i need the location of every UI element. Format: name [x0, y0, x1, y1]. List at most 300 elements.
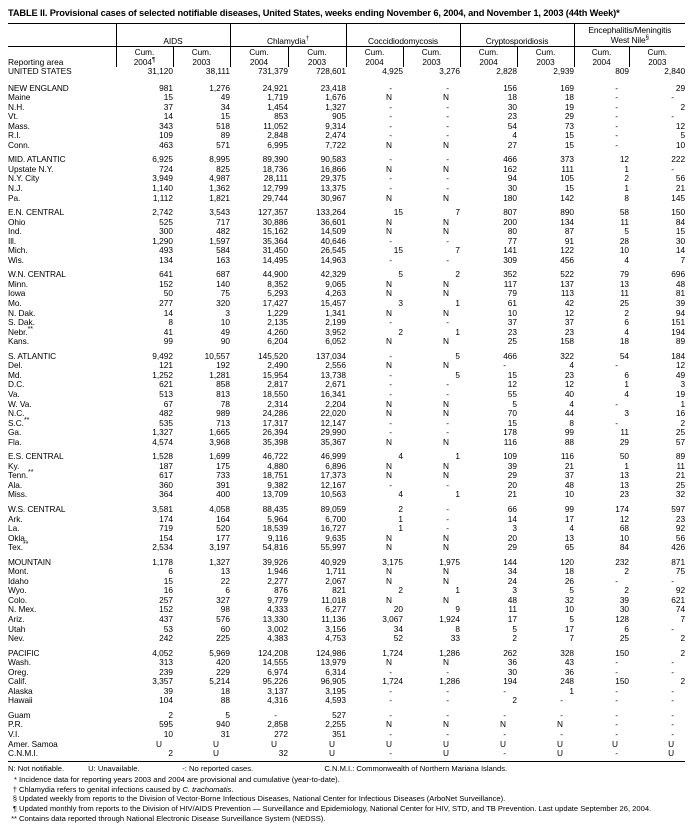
cell-aids-2004: 109 — [159, 130, 173, 141]
cell-crypto-2004: 61 — [507, 298, 518, 309]
cell-chlamydia-2004: 14,495 — [262, 254, 288, 265]
reporting-area-label: UNITED STATES — [8, 66, 72, 76]
reporting-area-label: Hawaii — [8, 695, 33, 706]
cell-crypto-2003: 65 — [564, 542, 575, 553]
cell-cocci-2003: N — [443, 460, 450, 471]
reporting-area-label: Oreg. — [8, 666, 29, 677]
cell-westnile-2004: 12 — [619, 154, 630, 165]
cell-crypto-2003: 456 — [560, 254, 575, 265]
cell-cocci-2004: 2 — [398, 503, 404, 514]
cell-westnile-2004: U — [612, 738, 619, 749]
cell-chlamydia-2003: 1,327 — [325, 101, 347, 112]
spacer-cell — [8, 77, 685, 84]
table-row — [8, 227, 685, 237]
cell-aids-2004: 239 — [159, 666, 173, 677]
reporting-area-label: Colo. — [8, 594, 28, 605]
cell-chlamydia-2003: 4,753 — [325, 633, 347, 644]
cell-chlamydia-2004: 29,744 — [262, 192, 288, 203]
cell-cocci-2004: - — [389, 82, 393, 93]
cell-crypto-2003: 10 — [564, 604, 575, 615]
cell-chlamydia-2004: 89,390 — [262, 154, 288, 165]
cell-cocci-2004: N — [386, 532, 393, 543]
cell-chlamydia-2004: 18,751 — [262, 470, 288, 481]
reporting-area-label: S.C.** — [8, 416, 30, 428]
cell-crypto-2004: 15 — [507, 369, 518, 380]
table-row — [8, 103, 685, 113]
cell-chlamydia-2003: 90,583 — [320, 154, 347, 165]
cell-crypto-2003: 88 — [564, 436, 575, 447]
cell-westnile-2003: 426 — [671, 542, 686, 553]
cell-chlamydia-2003: 16,341 — [320, 388, 347, 399]
reporting-area-label: Pa. — [8, 192, 21, 203]
cell-cocci-2003: N — [443, 92, 450, 103]
cell-crypto-2004: 262 — [503, 647, 518, 658]
cell-crypto-2003: 10 — [564, 489, 575, 500]
cell-westnile-2003: 2 — [680, 647, 686, 658]
table-row — [8, 438, 685, 448]
cell-cocci-2004: 15 — [393, 245, 404, 256]
cell-crypto-2003: 2,939 — [553, 66, 575, 76]
cell-chlamydia-2003: 4,263 — [325, 288, 347, 299]
cell-crypto-2004: 66 — [507, 503, 518, 514]
cell-cocci-2004: - — [389, 183, 393, 194]
cell-chlamydia-2003: 40,646 — [320, 235, 347, 246]
cell-crypto-2003: 142 — [560, 192, 575, 203]
cell-cocci-2004: 15 — [393, 207, 404, 218]
cell-aids-2003: 3,197 — [209, 542, 230, 553]
cell-chlamydia-2003: 13,738 — [320, 369, 347, 380]
cell-cocci-2004: 1 — [398, 513, 404, 524]
cell-aids-2003: 400 — [216, 489, 230, 500]
cell-westnile-2003: 597 — [671, 503, 686, 514]
table-row — [8, 615, 685, 625]
cell-chlamydia-2004: 124,208 — [258, 647, 288, 658]
cell-crypto-2003: 8 — [569, 417, 575, 428]
header-disease-chlamydia: Chlamydia† — [230, 23, 346, 46]
cell-aids-2003: 90 — [220, 336, 230, 347]
table-row — [8, 184, 685, 194]
table-row — [8, 328, 685, 338]
table-row — [8, 687, 685, 697]
cell-westnile-2003: 194 — [671, 326, 686, 337]
cell-westnile-2003: 48 — [675, 278, 686, 289]
table-row — [8, 165, 685, 175]
cell-crypto-2004: 12 — [507, 379, 518, 390]
cell-westnile-2003: 621 — [671, 594, 686, 605]
table-row-total — [8, 67, 685, 77]
cell-cocci-2004: - — [389, 254, 393, 265]
table-row-territory — [8, 740, 685, 750]
cell-chlamydia-2003: 9,314 — [325, 120, 347, 131]
cell-chlamydia-2003: 9,635 — [325, 532, 347, 543]
cell-cocci-2004: - — [389, 173, 393, 184]
table-row-region — [8, 270, 685, 280]
cell-cocci-2004: N — [386, 226, 393, 237]
cell-chlamydia-2004: 95,226 — [262, 676, 288, 687]
cell-westnile-2004: 128 — [615, 613, 630, 624]
cell-chlamydia-2004: 8,352 — [267, 278, 288, 289]
footnote-item-text: Contains data reported through National Electronic Disease Surveillance System (NEDSS). — [19, 813, 326, 823]
cell-chlamydia-2004: 17,427 — [262, 298, 288, 309]
cell-chlamydia-2003: 9,065 — [325, 278, 347, 289]
reporting-area-label: N.Y. City — [8, 173, 40, 184]
cell-chlamydia-2003: 3,195 — [325, 685, 347, 696]
header-blank-cell — [8, 23, 116, 46]
cell-westnile-2004: 8 — [624, 192, 630, 203]
cell-chlamydia-2004: 5,964 — [267, 513, 288, 524]
cell-westnile-2003: 89 — [675, 451, 686, 462]
cell-chlamydia-2003: 13,375 — [320, 183, 347, 194]
cell-aids-2004: 1,290 — [152, 235, 173, 246]
cell-cocci-2003: 1,975 — [439, 556, 461, 567]
cell-westnile-2004: - — [615, 575, 619, 586]
cell-chlamydia-2004: 54,816 — [262, 542, 288, 553]
cell-chlamydia-2003: 905 — [332, 111, 347, 122]
cell-crypto-2004: 23 — [507, 326, 518, 337]
cell-aids-2003: 229 — [216, 666, 230, 677]
cell-aids-2004: 15 — [163, 92, 173, 103]
cell-crypto-2004: 156 — [503, 82, 518, 93]
cell-aids-2003: 813 — [216, 388, 230, 399]
cell-aids-2004: 4,574 — [152, 436, 173, 447]
cell-aids-2003: 3 — [225, 307, 230, 318]
cell-westnile-2003: 56 — [675, 173, 686, 184]
table-row — [8, 419, 685, 429]
cell-aids-2003: U — [213, 738, 219, 749]
cell-cocci-2003: 1 — [455, 585, 461, 596]
footnote-marker-pilcrow: ¶ — [151, 55, 156, 63]
reporting-area-label: N. Dak. — [8, 307, 36, 318]
cell-cocci-2003: - — [446, 173, 450, 184]
cell-crypto-2004: 25 — [507, 336, 518, 347]
cell-cocci-2004: 2 — [398, 326, 404, 337]
cell-crypto-2003: - — [560, 709, 564, 720]
cell-chlamydia-2003: 4,593 — [325, 695, 347, 706]
cell-aids-2004: 3,581 — [152, 503, 173, 514]
cell-crypto-2004: 2,828 — [496, 66, 518, 76]
cell-crypto-2004: U — [500, 738, 507, 749]
cell-chlamydia-2004: 17,317 — [262, 417, 288, 428]
cell-crypto-2004: 77 — [507, 235, 518, 246]
cell-crypto-2004: 3 — [512, 523, 518, 534]
cell-crypto-2004: - — [503, 709, 507, 720]
table-row-region — [8, 208, 685, 218]
cell-cocci-2003: - — [446, 111, 450, 122]
cell-chlamydia-2004: 18,539 — [262, 523, 288, 534]
reporting-area-label: D.C. — [8, 379, 25, 390]
table-row — [8, 471, 685, 481]
footnote-item — [8, 775, 685, 784]
cell-chlamydia-2004: 1,946 — [267, 566, 288, 577]
cell-crypto-2003: 73 — [564, 120, 575, 131]
reporting-area-label: La. — [8, 523, 20, 534]
cell-cocci-2004: 1 — [398, 523, 404, 534]
cell-crypto-2004: 48 — [507, 594, 518, 605]
cell-westnile-2004: - — [615, 719, 619, 730]
cell-westnile-2003: 21 — [675, 470, 686, 481]
cell-crypto-2003: 23 — [564, 326, 575, 337]
cell-westnile-2003: 3 — [680, 379, 686, 390]
footnote-item — [8, 794, 685, 803]
cell-cocci-2004: N — [386, 408, 393, 419]
reporting-area-label: Ill. — [8, 235, 17, 246]
cell-chlamydia-2003: 29,375 — [320, 173, 347, 184]
reporting-area-label: E.S. CENTRAL — [8, 451, 64, 462]
cell-cocci-2003: N — [443, 336, 450, 347]
reporting-area-label: Ga. — [8, 427, 22, 438]
cell-chlamydia-2003: 11,136 — [321, 613, 347, 624]
cell-cocci-2003: 9 — [455, 604, 461, 615]
cell-westnile-2004: - — [615, 709, 619, 720]
table-row-territory — [8, 749, 685, 759]
cell-westnile-2003: 29 — [675, 82, 686, 93]
reporting-area-label: Wyo. — [8, 585, 27, 596]
cell-cocci-2004: 20 — [393, 604, 404, 615]
cell-chlamydia-2004: 28,111 — [263, 173, 288, 184]
table-row — [8, 280, 685, 290]
cell-westnile-2003: 84 — [675, 216, 686, 227]
cell-crypto-2004: 5 — [512, 623, 518, 634]
cell-westnile-2004: 30 — [619, 604, 630, 615]
cell-chlamydia-2003: 2,474 — [325, 130, 347, 141]
cell-cocci-2004: - — [389, 369, 393, 380]
cell-cocci-2004: - — [389, 101, 393, 112]
table-row — [8, 605, 685, 615]
table-row — [8, 93, 685, 103]
cell-westnile-2004: 232 — [615, 556, 630, 567]
cell-aids-2003: 327 — [216, 594, 230, 605]
cell-aids-2004: 364 — [159, 489, 173, 500]
cell-westnile-2003: - — [671, 163, 675, 174]
reporting-area-label: Ky. — [8, 460, 20, 471]
cell-chlamydia-2003: 124,986 — [316, 647, 347, 658]
cell-crypto-2003: 42 — [564, 298, 575, 309]
cell-cocci-2004: N — [386, 657, 393, 668]
cell-cocci-2003: N — [443, 594, 450, 605]
cell-chlamydia-2003: 29,990 — [320, 427, 347, 438]
cell-westnile-2003: 1 — [680, 398, 686, 409]
cell-westnile-2004: - — [615, 398, 619, 409]
cell-westnile-2003: 16 — [675, 408, 686, 419]
table-row — [8, 218, 685, 228]
table-row — [8, 567, 685, 577]
cell-crypto-2004: 200 — [503, 216, 518, 227]
cell-westnile-2004: 10 — [619, 532, 630, 543]
cell-cocci-2003: 1 — [455, 489, 461, 500]
table-row — [8, 515, 685, 525]
cell-chlamydia-2003: 6,896 — [325, 460, 347, 471]
cell-crypto-2003: 116 — [560, 451, 575, 462]
cell-crypto-2003: 99 — [564, 503, 575, 514]
cell-chlamydia-2004: 32 — [278, 748, 288, 759]
cell-aids-2003: 420 — [216, 657, 230, 668]
cell-cocci-2004: N — [386, 594, 393, 605]
cell-cocci-2003: N — [443, 278, 450, 289]
cell-aids-2004: 53 — [163, 623, 173, 634]
cell-aids-2003: 60 — [220, 623, 230, 634]
cell-westnile-2004: 4 — [624, 388, 630, 399]
cell-cocci-2003: 7 — [455, 207, 461, 218]
cell-chlamydia-2003: 55,997 — [320, 542, 347, 553]
table-row-territory — [8, 730, 685, 740]
cell-chlamydia-2003: 12,147 — [320, 417, 347, 428]
header-disease-aids: AIDS — [116, 23, 230, 46]
cell-aids-2004: 724 — [159, 163, 173, 174]
cell-westnile-2004: 6 — [624, 317, 630, 328]
reporting-area-label: N.H. — [8, 101, 25, 112]
cell-crypto-2004: 807 — [503, 207, 518, 218]
cell-aids-2003: 3,543 — [209, 207, 230, 218]
cell-westnile-2004: 4 — [624, 326, 630, 337]
cell-chlamydia-2004: 24,286 — [262, 408, 288, 419]
reporting-area-label: Guam — [8, 709, 31, 720]
cell-cocci-2004: - — [389, 479, 393, 490]
reporting-area-label: Iowa — [8, 288, 26, 299]
cell-aids-2004: 31,120 — [147, 66, 173, 76]
cell-crypto-2004: - — [503, 729, 507, 739]
cell-aids-2003: 989 — [216, 408, 230, 419]
header-disease-encephalitis-west-nile: Encephalitis/Meningitis West Nile§ — [574, 23, 685, 46]
cell-aids-2004: 99 — [163, 336, 173, 347]
footnote-item-text: Incidence data for reporting years 2003 and 2004 are provisional and cumulative (year-to-date). — [19, 774, 340, 784]
cell-aids-2004: 14 — [163, 307, 173, 318]
cell-crypto-2003: 328 — [560, 647, 575, 658]
table-row-region — [8, 505, 685, 515]
cell-crypto-2004: 29 — [507, 542, 518, 553]
header-cum-westnile-2004: Cum. 2004 — [574, 46, 629, 67]
cell-cocci-2004: N — [386, 307, 393, 318]
reporting-area-label: Idaho — [8, 575, 29, 586]
cell-crypto-2003: 5 — [569, 613, 575, 624]
reporting-area-label: Utah — [8, 623, 26, 634]
cell-westnile-2004: - — [615, 657, 619, 668]
cell-crypto-2003: 12 — [564, 379, 575, 390]
cell-chlamydia-2003: 12,167 — [320, 479, 347, 490]
reporting-area-label: Fla. — [8, 436, 22, 447]
cell-crypto-2003: 26 — [564, 575, 575, 586]
cell-crypto-2003: 19 — [564, 101, 575, 112]
table-row — [8, 318, 685, 328]
cell-crypto-2004: 309 — [503, 254, 518, 265]
cell-chlamydia-2004: 35,398 — [262, 436, 288, 447]
cell-chlamydia-2004: 11,052 — [263, 120, 288, 131]
reporting-area-label: N.C. — [8, 408, 25, 419]
cell-chlamydia-2004: 30,886 — [262, 216, 288, 227]
cell-westnile-2003: 75 — [675, 566, 686, 577]
cell-crypto-2003: 21 — [564, 460, 575, 471]
cell-westnile-2004: 4 — [624, 254, 630, 265]
cell-cocci-2003: - — [446, 154, 450, 165]
table-row — [8, 677, 685, 687]
cell-cocci-2003: 1,286 — [439, 676, 461, 687]
footnote-marker-double-star: ** — [27, 325, 33, 333]
cell-aids-2004: 482 — [159, 408, 173, 419]
table-row-territory — [8, 720, 685, 730]
cell-chlamydia-2003: 821 — [332, 585, 347, 596]
cell-cocci-2003: - — [446, 254, 450, 265]
table-row — [8, 428, 685, 438]
cell-westnile-2004: - — [615, 748, 619, 759]
cell-cocci-2003: - — [446, 82, 450, 93]
cell-cocci-2004: - — [389, 709, 393, 720]
reporting-area-label: Va. — [8, 388, 20, 399]
cell-westnile-2003: 21 — [675, 183, 686, 194]
footnote-items — [8, 775, 685, 823]
cell-westnile-2004: 18 — [619, 336, 630, 347]
cell-cocci-2003: N — [443, 288, 450, 299]
cell-crypto-2004: - — [503, 685, 507, 696]
cell-chlamydia-2004: 24,921 — [262, 82, 288, 93]
cell-westnile-2004: - — [615, 101, 619, 112]
cell-cocci-2003: N — [443, 360, 450, 371]
table-body — [8, 67, 685, 759]
cell-chlamydia-2003: 1,711 — [325, 566, 347, 577]
cell-crypto-2004: 178 — [503, 427, 518, 438]
cell-aids-2004: 37 — [163, 101, 173, 112]
reporting-area-label: NEW ENGLAND — [8, 82, 69, 93]
legend-not-notifiable: N: Not notifiable. — [8, 764, 65, 774]
cell-westnile-2003: 56 — [675, 532, 686, 543]
cell-westnile-2004: 809 — [615, 66, 630, 76]
cell-crypto-2003: 7 — [569, 633, 575, 644]
cell-crypto-2004: 2 — [512, 633, 518, 644]
table-row — [8, 194, 685, 204]
table-row — [8, 246, 685, 256]
cell-crypto-2004: 2 — [512, 695, 518, 706]
cell-westnile-2003: 19 — [675, 388, 686, 399]
cell-cocci-2003: - — [446, 183, 450, 194]
cell-chlamydia-2003: 7,722 — [325, 139, 347, 150]
cell-aids-2003: 4,987 — [209, 173, 230, 184]
cell-cocci-2004: N — [386, 436, 393, 447]
cell-chlamydia-2004: 853 — [274, 111, 288, 122]
cell-aids-2003: 163 — [216, 254, 230, 265]
cell-chlamydia-2003: 133,264 — [316, 207, 347, 218]
cell-crypto-2003: 120 — [560, 556, 575, 567]
cell-westnile-2004: 2 — [624, 173, 630, 184]
cell-crypto-2004: 352 — [503, 269, 518, 280]
cell-westnile-2003: 150 — [671, 207, 686, 218]
cell-chlamydia-2004: 44,900 — [262, 269, 288, 280]
table-row — [8, 577, 685, 587]
cell-cocci-2004: 3,175 — [382, 556, 404, 567]
cell-westnile-2004: 29 — [619, 436, 630, 447]
cell-westnile-2004: 10 — [619, 245, 630, 256]
cell-chlamydia-2003: 96,905 — [320, 676, 347, 687]
cell-cocci-2004: - — [389, 729, 393, 739]
cell-cocci-2004: N — [386, 719, 393, 730]
cell-crypto-2003: 1 — [569, 685, 575, 696]
cell-crypto-2004: 109 — [503, 451, 518, 462]
table-row-territory — [8, 711, 685, 721]
cell-aids-2003: 320 — [216, 298, 230, 309]
reporting-area-label: R.I. — [8, 130, 21, 141]
cell-westnile-2003: 871 — [671, 556, 686, 567]
cell-cocci-2004: N — [386, 360, 393, 371]
cell-crypto-2004: 180 — [503, 192, 518, 203]
cell-crypto-2003: 105 — [560, 173, 575, 184]
cell-aids-2003: 1,699 — [209, 451, 230, 462]
footnote-item-text: Updated weekly from reports to the Division of Vector-Borne Infectious Diseases, National Center for Infectious Diseases (ArboNet Surveillance). — [19, 794, 506, 804]
cell-crypto-2003: 134 — [560, 216, 575, 227]
cell-chlamydia-2004: 127,357 — [258, 207, 288, 218]
header-cum-westnile-2003: Cum. 2003 — [629, 46, 685, 67]
cell-westnile-2003: 25 — [675, 427, 686, 438]
cell-crypto-2003: 4 — [569, 360, 575, 371]
cell-crypto-2003: 15 — [564, 130, 575, 141]
cell-cocci-2003: - — [446, 417, 450, 428]
table-row — [8, 534, 685, 544]
